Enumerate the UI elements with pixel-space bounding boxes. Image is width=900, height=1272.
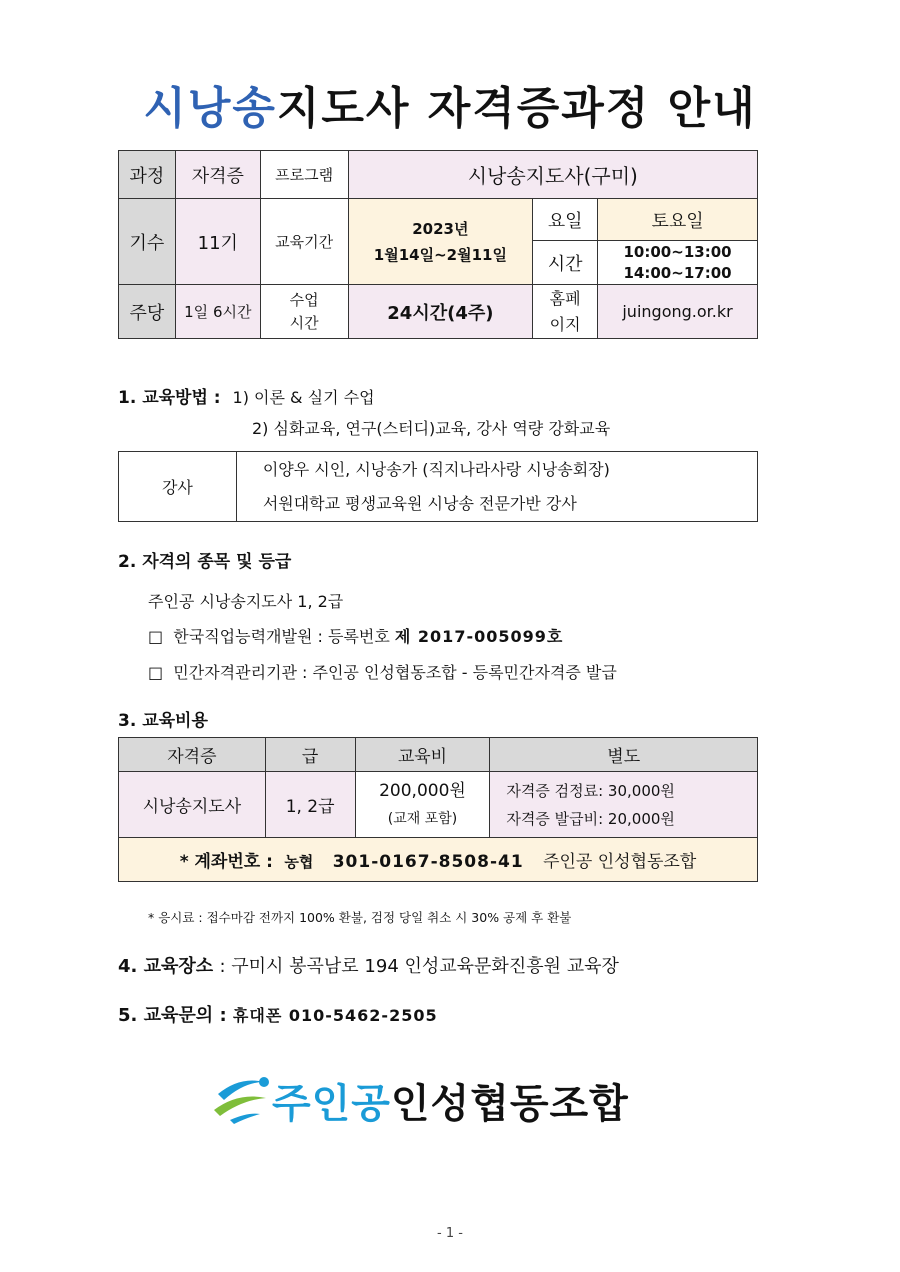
section2-item2-text: 민간자격관리기관 : 주인공 인성협동조합 - 등록민간자격증 발급 (173, 663, 617, 682)
cooperative-logo (210, 1072, 629, 1128)
instructor-table (118, 451, 758, 522)
class-time-value: 24시간(4주) (348, 285, 533, 339)
section1-item1: 1) 이론 & 실기 수업 (232, 388, 375, 407)
class-time-label (260, 285, 348, 339)
instructor-line2: 서원대학교 평생교육원 시낭송 전문가반 강사 (262, 493, 577, 513)
program-value: 시낭송지도사(구미) (348, 151, 757, 199)
logo-text-part2: 인성협동조합 (390, 1080, 629, 1127)
period-year: 2023년 (412, 219, 469, 238)
section1-item2: 2) 심화교육, 연구(스터디)교육, 강사 역량 강화교육 (252, 419, 611, 438)
registration-number: 제 2017-005099호 (394, 627, 564, 646)
fee-table (118, 737, 758, 882)
homepage-label-1: 홈페 (549, 288, 581, 308)
homepage-label-2: 이지 (549, 314, 581, 334)
page-title (0, 72, 900, 136)
account-row (119, 838, 758, 882)
period-label: 교육기간 (260, 199, 348, 285)
term-label: 기수 (119, 199, 176, 285)
title-rest: 지도사 자격증과정 안내 (276, 83, 757, 134)
day-value: 토요일 (598, 199, 758, 241)
class-time-label-1: 수업 (289, 290, 319, 309)
fee-header-fee: 교육비 (355, 738, 490, 772)
homepage-label (533, 285, 598, 339)
time-value (598, 241, 758, 285)
course-info-table (118, 150, 758, 339)
section4-value: : 구미시 봉곡남로 194 인성교육문화진흥원 교육장 (219, 956, 619, 977)
weekly-label: 주당 (119, 285, 176, 339)
fee-note: (교재 포함) (387, 810, 458, 827)
fee-header-grade: 급 (265, 738, 355, 772)
account-holder: 주인공 인성협동조합 (543, 852, 697, 872)
account-bank: 농협 (284, 853, 314, 871)
period-range: 1월14일~2월11일 (373, 245, 507, 264)
section4-heading: 4. 교육장소 (118, 956, 214, 977)
section2-item1-text: 한국직업능력개발원 : 등록번호 (173, 627, 390, 646)
time-afternoon: 14:00~17:00 (623, 263, 732, 282)
instructor-label: 강사 (119, 452, 237, 522)
instructor-details (236, 452, 757, 522)
section3-heading: 3. 교육비용 (118, 711, 208, 731)
program-label: 프로그램 (260, 151, 348, 199)
course-value: 자격증 (175, 151, 260, 199)
section1-heading (118, 383, 375, 408)
checkbox-1: □ (148, 627, 164, 646)
time-label: 시간 (533, 241, 598, 285)
day-label: 요일 (533, 199, 598, 241)
logo-text-part1: 주인공 (272, 1080, 391, 1127)
time-morning: 10:00~13:00 (623, 242, 732, 261)
exam-fee: 자격증 검정료: 30,000원 (506, 781, 675, 800)
checkbox-2: □ (148, 663, 164, 682)
section2-desc: 주인공 시낭송지도사 1, 2급 (148, 592, 344, 611)
section4 (118, 952, 619, 978)
period-value (348, 199, 533, 285)
instructor-line1: 이양우 시인, 시낭송가 (직지나라사랑 시낭송회장) (262, 459, 610, 479)
section5-colon: : (213, 1005, 233, 1026)
issue-fee: 자격증 발급비: 20,000원 (506, 809, 675, 828)
page-number: - 1 - (437, 1226, 463, 1241)
section2-item1 (148, 624, 563, 647)
section1-title: 1. 교육방법 : (118, 388, 221, 408)
fee-header-cert: 자격증 (119, 738, 266, 772)
section5-heading: 5. 교육문의 (118, 1005, 214, 1026)
section2-heading: 2. 자격의 종목 및 등급 (118, 552, 292, 572)
weekly-value: 1일 6시간 (175, 285, 260, 339)
refund-note: * 응시료 : 접수마감 전까지 100% 환불, 검정 당일 취소 시 30% 공제 후 환불 (148, 910, 572, 925)
fee-amount-cell (355, 772, 490, 838)
account-label: * 계좌번호 : (179, 852, 273, 872)
homepage-value: juingong.or.kr (598, 285, 758, 339)
fee-amount: 200,000원 (379, 780, 466, 801)
title-highlight: 시낭송 (143, 83, 277, 134)
term-value: 11기 (175, 199, 260, 285)
fee-cert: 시낭송지도사 (119, 772, 266, 838)
course-label: 과정 (119, 151, 176, 199)
section5 (118, 1001, 438, 1027)
section2-item2 (148, 660, 617, 683)
swoosh-logo-icon (210, 1074, 272, 1126)
class-time-label-2: 시간 (289, 313, 319, 332)
section5-value: 휴대폰 010-5462-2505 (232, 1006, 438, 1025)
fee-header-extra: 별도 (490, 738, 758, 772)
fee-grade: 1, 2급 (265, 772, 355, 838)
fee-extra (490, 772, 758, 838)
account-number: 301-0167-8508-41 (332, 852, 524, 872)
